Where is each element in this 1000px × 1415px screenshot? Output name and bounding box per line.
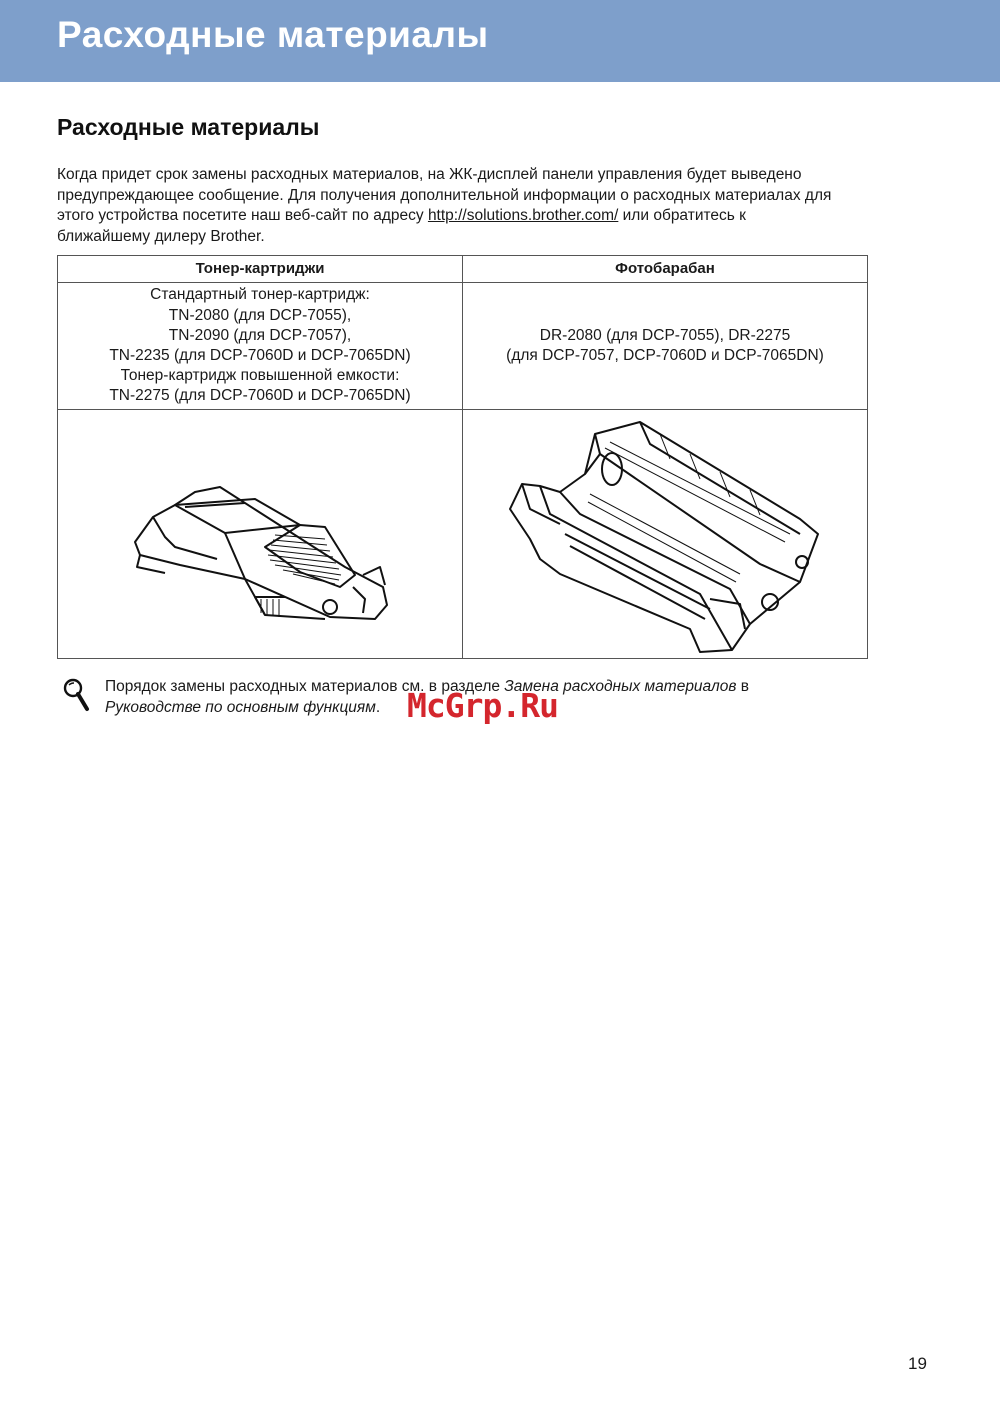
note-reference-2: Руководстве по основным функциям	[105, 698, 376, 716]
table-row	[58, 283, 868, 410]
drum-line: (для DCP-7057, DCP-7060D и DCP-7065DN)	[506, 347, 824, 364]
toner-cartridge-illustration	[125, 447, 395, 622]
toner-line: Стандартный тонер-картридж:	[150, 286, 370, 304]
page-title: Расходные материалы	[57, 14, 489, 55]
toner-header: Тонер-картриджи	[58, 256, 463, 283]
drum-description-cell	[463, 283, 868, 410]
intro-line-4: ближайшему дилеру Brother.	[57, 227, 265, 245]
toner-line: TN-2080 (для DCP-7055),	[168, 306, 352, 324]
drum-line: DR-2080 (для DCP-7055), DR-2275	[539, 326, 791, 344]
intro-paragraph	[57, 165, 902, 247]
drum-image-cell	[463, 410, 868, 659]
drum-header: Фотобарабан	[463, 256, 868, 283]
toner-line: Тонер-картридж повышенной емкости:	[120, 367, 400, 385]
brother-solutions-link[interactable]: http://solutions.brother.com/	[427, 207, 619, 224]
table-header-row	[58, 256, 868, 283]
note-reference-1: Замена расходных материалов	[504, 678, 737, 695]
toner-line: TN-2090 (для DCP-7057),	[168, 326, 352, 344]
toner-line: TN-2275 (для DCP-7060D и DCP-7065DN)	[109, 387, 411, 405]
magnifier-icon	[62, 677, 90, 715]
toner-image-cell	[58, 410, 463, 659]
toner-description-cell	[58, 283, 463, 410]
intro-line-2: предупреждающее сообщение. Для получения дополнительной информации о расходных материалах для	[57, 186, 832, 204]
note-text-start: Порядок замены расходных материалов см. в разделе	[105, 678, 505, 695]
header-band	[0, 0, 1000, 82]
drum-unit-illustration	[500, 414, 830, 654]
intro-line-3-end: или обратитесь к	[618, 207, 746, 224]
toner-line: TN-2235 (для DCP-7060D и DCP-7065DN)	[109, 347, 411, 364]
supplies-table	[57, 255, 868, 659]
intro-line-3-start: этого устройства посетите наш веб-сайт по адресу	[57, 207, 428, 224]
table-image-row	[58, 410, 868, 659]
watermark: McGrp.Ru	[407, 686, 558, 725]
page-number: 19	[908, 1354, 927, 1373]
section-heading: Расходные материалы	[57, 114, 320, 140]
intro-line-1: Когда придет срок замены расходных материалов, на ЖК-дисплей панели управления будет выведено	[57, 166, 802, 183]
note-text-mid: в	[736, 678, 750, 695]
note-text-end: .	[375, 698, 381, 716]
